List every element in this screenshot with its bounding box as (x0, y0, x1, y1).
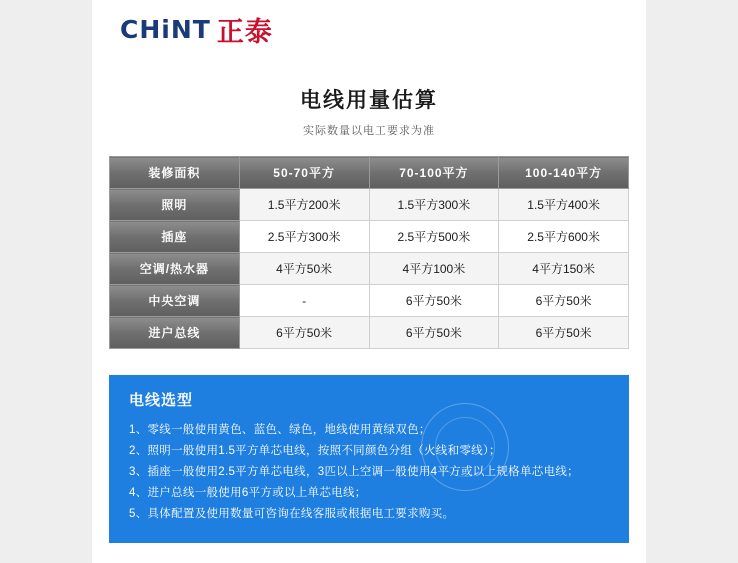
note-line-2: 2、照明一般使用1.5平方单芯电线，按照不同颜色分组（火线和零线）； (129, 445, 501, 457)
page-title: 电线用量估算 (300, 89, 438, 112)
row-header-socket: 插座 (110, 221, 240, 253)
left-gutter (0, 0, 92, 563)
title-block (92, 84, 646, 138)
cell-socket-100-140: 2.5平方600米 (499, 221, 629, 253)
note-title: 电线选型 (129, 392, 194, 409)
note-line-1: 1、零线一般使用黄色、蓝色、绿色，地线使用黄绿双色； (129, 424, 431, 436)
table-head (110, 157, 629, 189)
page-subtitle: 实际数量以电工要求为准 (303, 125, 435, 137)
cell-ac-50-70: 4平方50米 (239, 253, 369, 285)
logo-wordmark: CHiNT (120, 14, 211, 44)
cell-central-ac-50-70: - (239, 285, 369, 317)
table-row (110, 285, 629, 317)
content-column (92, 0, 646, 563)
wire-usage-table (109, 156, 629, 349)
note-line-3: 3、插座一般使用2.5平方单芯电线，3匹以上空调一般使用4平方或以上规格单芯电线； (129, 466, 579, 478)
cell-main-line-100-140: 6平方50米 (499, 317, 629, 349)
row-header-ac-waterheater: 空调/热水器 (110, 253, 240, 285)
cell-lighting-100-140: 1.5平方400米 (499, 189, 629, 221)
cell-central-ac-100-140: 6平方50米 (499, 285, 629, 317)
row-header-main-line: 进户总线 (110, 317, 240, 349)
cell-central-ac-70-100: 6平方50米 (369, 285, 499, 317)
cell-main-line-50-70: 6平方50米 (239, 317, 369, 349)
note-line-5: 5、具体配置及使用数量可咨询在线客服或根据电工要求购买。 (129, 508, 455, 520)
row-header-central-ac: 中央空调 (110, 285, 240, 317)
table-row (110, 189, 629, 221)
cell-ac-70-100: 4平方100米 (369, 253, 499, 285)
cell-lighting-50-70: 1.5平方200米 (239, 189, 369, 221)
cell-socket-70-100: 2.5平方500米 (369, 221, 499, 253)
chint-logo (120, 12, 273, 46)
column-header-50-70: 50-70平方 (239, 157, 369, 189)
column-header-70-100: 70-100平方 (369, 157, 499, 189)
wire-selection-note (109, 375, 629, 543)
cell-socket-50-70: 2.5平方300米 (239, 221, 369, 253)
column-header-100-140: 100-140平方 (499, 157, 629, 189)
table-body (110, 189, 629, 349)
cell-main-line-70-100: 6平方50米 (369, 317, 499, 349)
spec-table-wrapper (109, 156, 629, 349)
row-header-lighting: 照明 (110, 189, 240, 221)
brand-header (92, 0, 646, 58)
table-row (110, 317, 629, 349)
cell-ac-100-140: 4平方150米 (499, 253, 629, 285)
table-row (110, 221, 629, 253)
right-gutter (646, 0, 738, 563)
note-line-4: 4、进户总线一般使用6平方或以上单芯电线； (129, 487, 367, 499)
table-header-row (110, 157, 629, 189)
table-row (110, 253, 629, 285)
logo-chinese-name: 正泰 (216, 16, 273, 47)
cell-lighting-70-100: 1.5平方300米 (369, 189, 499, 221)
column-header-area: 装修面积 (110, 157, 240, 189)
